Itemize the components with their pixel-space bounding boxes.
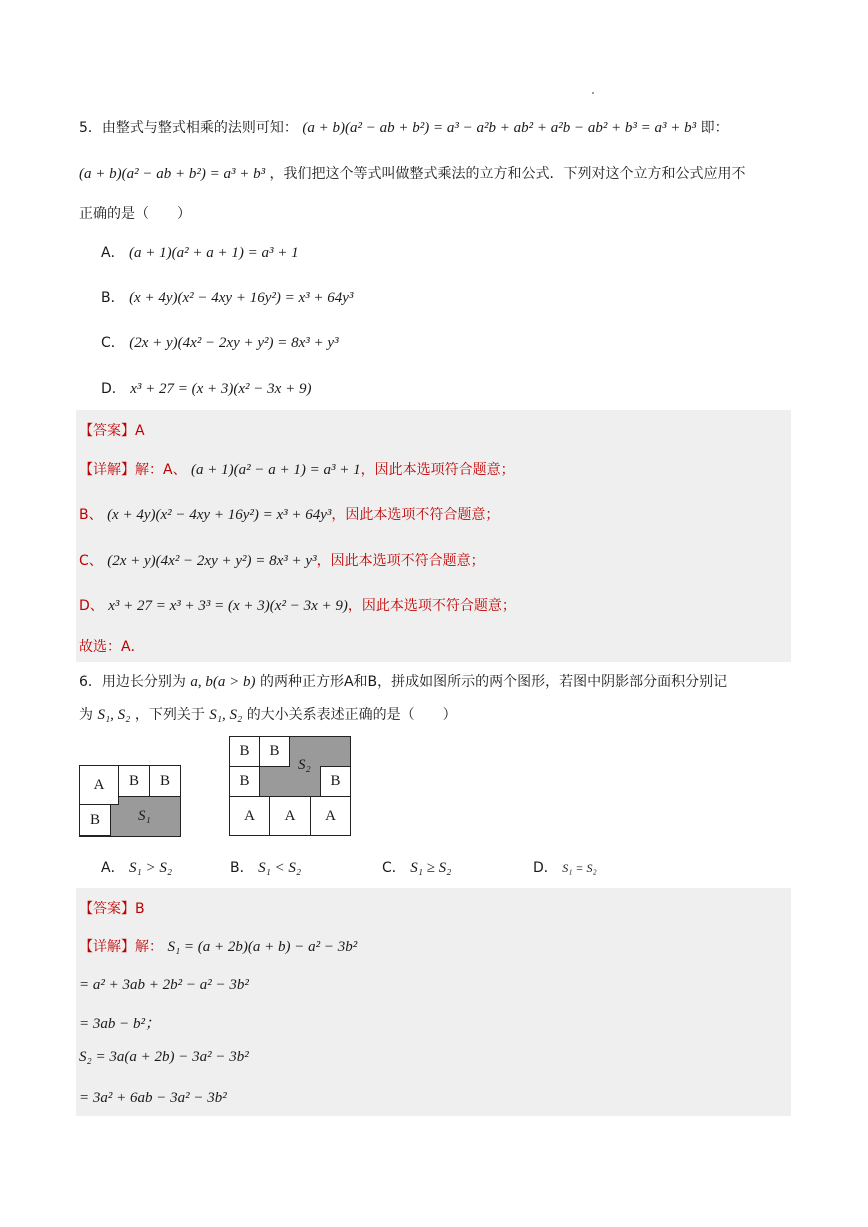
q6-option-d[interactable]: D． S₁ = S₂ [533, 860, 597, 876]
q5-detail-a: 【详解】解：A、 (a + 1)(a² − a + 1) = a³ + 1，因此本选项符合题意； [79, 462, 515, 478]
q6-option-b[interactable]: B． S₁ < S₂ [230, 860, 302, 876]
q5-option-b[interactable]: B． (x + 4y)(x² − 4xy + 16y²) = x³ + 64y³ [101, 290, 354, 306]
square-b: B [79, 804, 111, 836]
q5-answer: 【答案】A [79, 423, 145, 439]
square-a: A [269, 796, 311, 836]
label-s2: S₂ [298, 757, 311, 773]
q6-detail-step-4: S₂ = 3a(a + 2b) − 3a² − 3b² [79, 1049, 249, 1065]
label-s1: S₁ [138, 808, 151, 824]
square-b: B [229, 766, 260, 797]
q5-detail-d: D、 x³ + 27 = x³ + 3³ = (x + 3)(x² − 3x + 9)，因此本选项不符合题意； [79, 598, 516, 614]
q5-solution-panel [76, 410, 791, 662]
q5-conclusion: 故选：A． [79, 639, 145, 655]
page-mark [592, 92, 594, 94]
q5-option-d[interactable]: D． x³ + 27 = (x + 3)(x² − 3x + 9) [101, 381, 312, 397]
q5-identity: (a + b)(a² − ab + b²) = a³ + b³ [79, 166, 266, 182]
square-b: B [118, 765, 150, 797]
q6-solution-panel [76, 888, 791, 1116]
q5-detail-b: B、 (x + 4y)(x² − 4xy + 16y²) = x³ + 64y³，因此本选项不符合题意； [79, 507, 500, 523]
q6-detail-step-1: 【详解】解： S₁ = (a + 2b)(a + b) − a² − 3b² [79, 939, 358, 955]
q5-line1: 5．由整式与整式相乘的法则可知： (a + b)(a² − ab + b²) = a³ − a²b + ab² + a²b − ab² + b³ = a³ + b³ 即： [79, 120, 729, 136]
square-b: B [149, 765, 181, 797]
q5-identity-full: (a + b)(a² − ab + b²) = a³ − a²b + ab² + a²b − ab² + b³ = a³ + b³ [302, 120, 697, 136]
q5-line2: (a + b)(a² − ab + b²) = a³ + b³ ，我们把这个等式叫做整式乘法的立方和公式．下列对这个立方和公式应用不 [79, 166, 746, 182]
square-a: A [79, 765, 119, 805]
q6-option-c[interactable]: C． S₁ ≥ S₂ [382, 860, 452, 876]
square-a: A [229, 796, 270, 836]
q6-answer: 【答案】B [79, 901, 145, 917]
q6-detail-step-2: = a² + 3ab + 2b² − a² − 3b² [79, 977, 249, 993]
q6-detail-step-5: = 3a² + 6ab − 3a² − 3b² [79, 1090, 227, 1106]
q6-option-a[interactable]: A． S₁ > S₂ [101, 860, 173, 876]
q6-line2: 为 S₁, S₂ ，下列关于 S₁, S₂ 的大小关系表述正确的是（ ） [79, 707, 457, 723]
square-b: B [320, 766, 351, 797]
q5-option-a[interactable]: A． (a + 1)(a² + a + 1) = a³ + 1 [101, 245, 299, 261]
q5-detail-c: C、 (2x + y)(4x² − 2xy + y²) = 8x³ + y³，因此本选项不符合题意； [79, 553, 485, 569]
square-a: A [310, 796, 351, 836]
q5-line3: 正确的是（ ） [79, 206, 191, 222]
square-b: B [259, 736, 290, 767]
q6-line1: 6．用边长分别为 a, b(a > b) 的两种正方形A和B，拼成如图所示的两个图形，若图中阴影部分面积分别记 [79, 674, 728, 690]
q6-detail-step-3: = 3ab − b²； [79, 1016, 160, 1032]
square-b: B [229, 736, 260, 767]
q5-option-c[interactable]: C． (2x + y)(4x² − 2xy + y²) = 8x³ + y³ [101, 335, 339, 351]
